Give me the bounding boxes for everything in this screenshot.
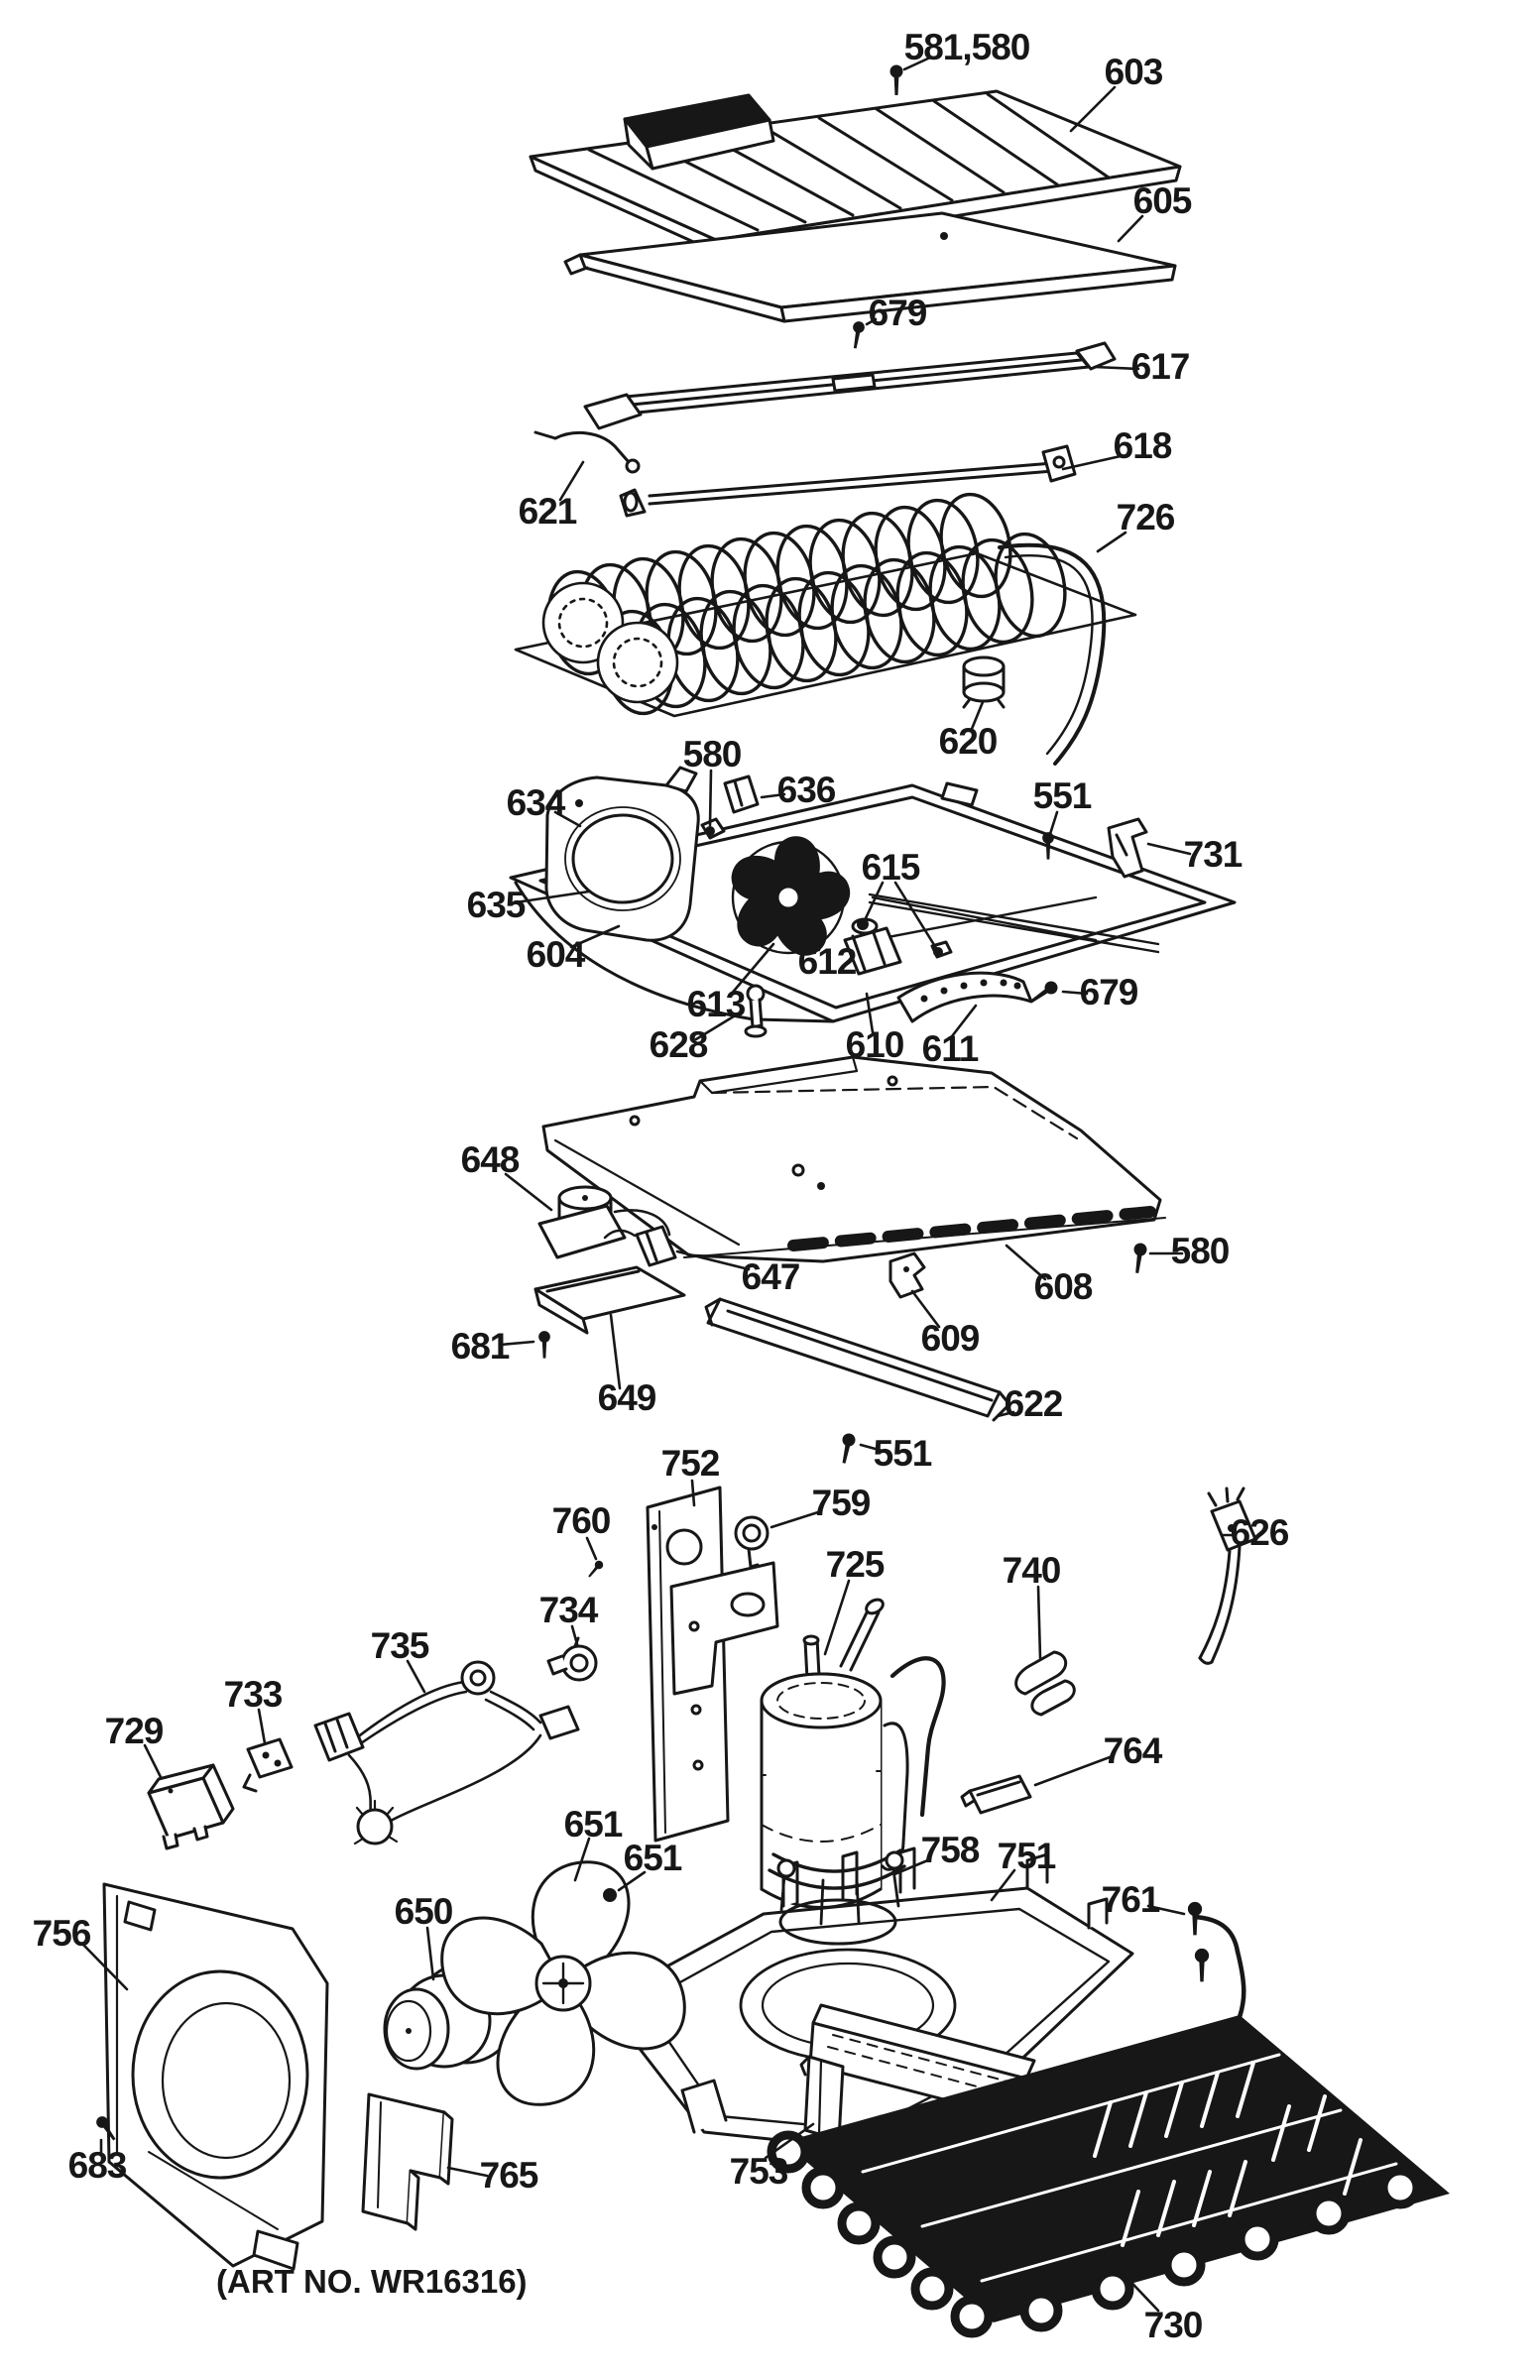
part-label-681: 681 bbox=[450, 1325, 510, 1367]
sensor-wire-621 bbox=[535, 432, 639, 472]
part-label-613: 613 bbox=[686, 983, 746, 1024]
part-label-753: 753 bbox=[729, 2150, 788, 2192]
clip-609 bbox=[890, 1253, 924, 1297]
cover-plate-649 bbox=[535, 1267, 684, 1333]
part-label-634: 634 bbox=[506, 781, 565, 823]
fan-shroud-634 bbox=[546, 768, 698, 940]
defrost-thermostat-620 bbox=[964, 657, 1004, 707]
part-label-730: 730 bbox=[1143, 2304, 1203, 2345]
part-label-751: 751 bbox=[997, 1835, 1056, 1876]
baffle-765 bbox=[363, 2094, 452, 2229]
screw-icon bbox=[1028, 979, 1060, 1007]
fan-shroud-756 bbox=[104, 1884, 327, 2269]
screw-icon bbox=[838, 1432, 857, 1465]
screw-icon bbox=[890, 65, 903, 96]
part-label-683: 683 bbox=[67, 2144, 127, 2186]
part-label-622: 622 bbox=[1004, 1382, 1063, 1424]
part-label-610: 610 bbox=[845, 1023, 904, 1065]
part-label-618: 618 bbox=[1113, 424, 1172, 466]
part-label-651: 651 bbox=[563, 1803, 623, 1844]
part-label-580: 580 bbox=[682, 733, 742, 774]
plate-764 bbox=[962, 1776, 1030, 1813]
part-label-765: 765 bbox=[479, 2154, 538, 2196]
defrost-heater-726 bbox=[516, 488, 1135, 764]
grommet-759 bbox=[736, 1517, 768, 1567]
part-label-635: 635 bbox=[466, 884, 526, 925]
part-label-759: 759 bbox=[811, 1482, 871, 1523]
leader-line-725 bbox=[825, 1581, 849, 1654]
part-label-726: 726 bbox=[1116, 496, 1175, 537]
part-label-761: 761 bbox=[1101, 1878, 1160, 1920]
limiter-636 bbox=[725, 776, 758, 812]
part-label-551: 551 bbox=[1032, 774, 1092, 816]
part-label-617: 617 bbox=[1130, 345, 1190, 387]
part-label-621: 621 bbox=[518, 490, 577, 532]
part-label-740: 740 bbox=[1002, 1549, 1061, 1591]
part-label-647: 647 bbox=[741, 1255, 800, 1297]
bolt-dot-icon bbox=[933, 947, 943, 957]
part-label-603: 603 bbox=[1104, 51, 1163, 92]
part-label-752: 752 bbox=[660, 1442, 720, 1484]
part-label-636: 636 bbox=[776, 769, 836, 810]
screw-icon bbox=[538, 1331, 550, 1358]
heater-rod-618 bbox=[621, 446, 1075, 516]
leader-line-733 bbox=[259, 1710, 265, 1743]
condenser-fan-651 bbox=[442, 1862, 685, 2105]
leader-line-603 bbox=[1071, 87, 1115, 131]
part-label-626: 626 bbox=[1230, 1511, 1289, 1553]
leader-line-650 bbox=[427, 1928, 433, 1979]
part-label-612: 612 bbox=[797, 940, 857, 982]
part-label-608: 608 bbox=[1033, 1265, 1093, 1307]
part-label-580: 580 bbox=[1170, 1230, 1230, 1271]
part-label-729: 729 bbox=[104, 1710, 164, 1751]
part-label-735: 735 bbox=[370, 1624, 429, 1666]
switch-733 bbox=[244, 1739, 292, 1791]
leader-line-580 bbox=[710, 771, 711, 825]
bolt-dot-icon bbox=[705, 826, 715, 836]
part-label-679: 679 bbox=[868, 292, 927, 333]
part-label-628: 628 bbox=[649, 1023, 708, 1065]
part-label-609: 609 bbox=[920, 1317, 980, 1359]
part-label-551: 551 bbox=[873, 1432, 932, 1474]
screw-icon bbox=[1130, 1243, 1147, 1274]
clip-740 bbox=[1016, 1652, 1075, 1715]
part-label-615: 615 bbox=[861, 846, 920, 888]
part-label-725: 725 bbox=[825, 1543, 885, 1585]
screw-icon bbox=[1195, 1949, 1209, 1982]
part-label-611: 611 bbox=[921, 1027, 979, 1069]
part-label-733: 733 bbox=[223, 1673, 283, 1715]
part-label-605: 605 bbox=[1132, 179, 1192, 221]
part-label-651: 651 bbox=[623, 1837, 682, 1878]
part-label-756: 756 bbox=[32, 1912, 91, 1954]
part-label-648: 648 bbox=[460, 1138, 520, 1180]
connector-734 bbox=[548, 1638, 596, 1680]
part-label-620: 620 bbox=[938, 720, 998, 762]
bolt-dot-icon bbox=[857, 918, 869, 930]
part-label-764: 764 bbox=[1103, 1729, 1162, 1771]
support-channel-617 bbox=[585, 343, 1115, 428]
part-label-650: 650 bbox=[394, 1890, 453, 1932]
screw-icon bbox=[849, 320, 865, 349]
part-label-760: 760 bbox=[551, 1499, 611, 1541]
part-label-734: 734 bbox=[538, 1589, 598, 1630]
grommet-628 bbox=[746, 986, 766, 1036]
wire-harness-735 bbox=[315, 1662, 578, 1844]
lower-panel-608 bbox=[543, 1057, 1165, 1261]
leader-line-764 bbox=[1035, 1757, 1110, 1785]
part-label-731: 731 bbox=[1183, 833, 1243, 875]
screw-icon bbox=[586, 1559, 605, 1580]
leader-line-740 bbox=[1038, 1587, 1040, 1658]
part-label-758: 758 bbox=[920, 1829, 980, 1870]
part-label-581,580: 581,580 bbox=[903, 26, 1030, 67]
part-label-649: 649 bbox=[597, 1376, 656, 1418]
art-number-caption: (ART NO. WR16316) bbox=[216, 2263, 528, 2300]
part-label-679: 679 bbox=[1079, 971, 1138, 1012]
bolt-dot-icon bbox=[603, 1888, 617, 1902]
part-label-604: 604 bbox=[526, 933, 585, 975]
leader-line-760 bbox=[587, 1538, 596, 1559]
